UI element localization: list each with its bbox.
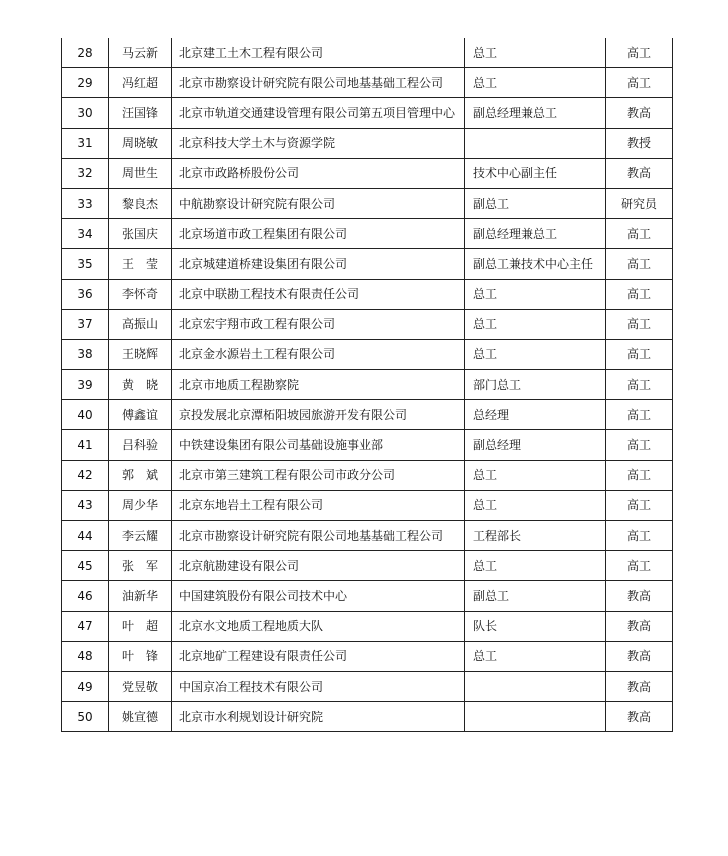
organization: 北京市勘察设计研究院有限公司地基基础工程公司 [172,68,465,98]
job-position [465,128,606,158]
person-name: 马云新 [109,38,172,68]
job-position: 部门总工 [465,370,606,400]
job-position [465,671,606,701]
row-number: 36 [62,279,109,309]
professional-title: 高工 [606,521,673,551]
table-row [62,188,673,218]
row-number: 35 [62,249,109,279]
row-number: 42 [62,460,109,490]
organization: 北京宏宇翔市政工程有限公司 [172,309,465,339]
professional-title: 教高 [606,158,673,188]
row-number: 37 [62,309,109,339]
organization: 北京地矿工程建设有限责任公司 [172,641,465,671]
row-number: 39 [62,370,109,400]
organization: 北京东地岩土工程有限公司 [172,490,465,520]
organization: 中铁建设集团有限公司基础设施事业部 [172,430,465,460]
organization: 北京建工土木工程有限公司 [172,38,465,68]
organization: 北京中联勘工程技术有限责任公司 [172,279,465,309]
professional-title: 教高 [606,581,673,611]
organization: 北京金水源岩土工程有限公司 [172,339,465,369]
row-number: 40 [62,400,109,430]
row-number: 46 [62,581,109,611]
professional-title: 教高 [606,702,673,732]
organization: 中航勘察设计研究院有限公司 [172,188,465,218]
professional-title: 高工 [606,249,673,279]
person-name: 叶 锋 [109,641,172,671]
organization: 北京场道市政工程集团有限公司 [172,219,465,249]
row-number: 33 [62,188,109,218]
organization: 北京市水利规划设计研究院 [172,702,465,732]
job-position: 副总经理兼总工 [465,219,606,249]
professional-title: 高工 [606,38,673,68]
organization: 北京市地质工程勘察院 [172,370,465,400]
row-number: 31 [62,128,109,158]
job-position: 工程部长 [465,521,606,551]
professional-title: 研究员 [606,188,673,218]
job-position [465,702,606,732]
table-row [62,370,673,400]
person-name: 周少华 [109,490,172,520]
table-row [62,581,673,611]
expert-table-body [62,38,673,732]
table-row [62,521,673,551]
table-row [62,68,673,98]
person-name: 李怀奇 [109,279,172,309]
person-name: 吕科验 [109,430,172,460]
job-position: 总工 [465,309,606,339]
expert-table-page [61,38,672,732]
row-number: 38 [62,339,109,369]
table-row [62,551,673,581]
table-row [62,219,673,249]
job-position: 总工 [465,339,606,369]
professional-title: 高工 [606,370,673,400]
professional-title: 高工 [606,279,673,309]
job-position: 副总工 [465,581,606,611]
row-number: 47 [62,611,109,641]
table-row [62,279,673,309]
organization: 京投发展北京潭柘阳坡园旅游开发有限公司 [172,400,465,430]
organization: 北京科技大学土木与资源学院 [172,128,465,158]
table-row [62,460,673,490]
row-number: 28 [62,38,109,68]
person-name: 郭 斌 [109,460,172,490]
professional-title: 高工 [606,551,673,581]
row-number: 41 [62,430,109,460]
organization: 北京市政路桥股份公司 [172,158,465,188]
table-row [62,400,673,430]
person-name: 黄 晓 [109,370,172,400]
person-name: 叶 超 [109,611,172,641]
row-number: 48 [62,641,109,671]
table-row [62,490,673,520]
person-name: 张国庆 [109,219,172,249]
table-row [62,158,673,188]
professional-title: 教高 [606,98,673,128]
organization: 北京城建道桥建设集团有限公司 [172,249,465,279]
professional-title: 高工 [606,460,673,490]
job-position: 队长 [465,611,606,641]
professional-title: 教高 [606,671,673,701]
person-name: 姚宣德 [109,702,172,732]
table-row [62,249,673,279]
table-row [62,128,673,158]
row-number: 44 [62,521,109,551]
professional-title: 高工 [606,400,673,430]
person-name: 油新华 [109,581,172,611]
person-name: 周世生 [109,158,172,188]
organization: 北京市勘察设计研究院有限公司地基基础工程公司 [172,521,465,551]
person-name: 王 莹 [109,249,172,279]
row-number: 30 [62,98,109,128]
table-row [62,430,673,460]
professional-title: 教高 [606,611,673,641]
organization: 北京航勘建设有限公司 [172,551,465,581]
person-name: 高振山 [109,309,172,339]
person-name: 王晓辉 [109,339,172,369]
professional-title: 高工 [606,339,673,369]
person-name: 汪国锋 [109,98,172,128]
person-name: 周晓敏 [109,128,172,158]
row-number: 29 [62,68,109,98]
row-number: 34 [62,219,109,249]
row-number: 43 [62,490,109,520]
professional-title: 高工 [606,490,673,520]
organization: 中国建筑股份有限公司技术中心 [172,581,465,611]
row-number: 45 [62,551,109,581]
row-number: 50 [62,702,109,732]
job-position: 总工 [465,490,606,520]
row-number: 49 [62,671,109,701]
professional-title: 高工 [606,430,673,460]
table-row [62,38,673,68]
table-row [62,641,673,671]
table-row [62,611,673,641]
professional-title: 高工 [606,68,673,98]
table-row [62,339,673,369]
job-position: 总工 [465,551,606,581]
person-name: 黎良杰 [109,188,172,218]
job-position: 总经理 [465,400,606,430]
job-position: 副总经理 [465,430,606,460]
table-row [62,98,673,128]
job-position: 副总工 [465,188,606,218]
job-position: 总工 [465,38,606,68]
table-row [62,702,673,732]
person-name: 党昱敬 [109,671,172,701]
organization: 北京市轨道交通建设管理有限公司第五项目管理中心 [172,98,465,128]
person-name: 张 军 [109,551,172,581]
organization: 北京市第三建筑工程有限公司市政分公司 [172,460,465,490]
table-row [62,671,673,701]
professional-title: 高工 [606,309,673,339]
job-position: 技术中心副主任 [465,158,606,188]
job-position: 总工 [465,641,606,671]
job-position: 总工 [465,460,606,490]
organization: 中国京冶工程技术有限公司 [172,671,465,701]
person-name: 李云耀 [109,521,172,551]
professional-title: 教授 [606,128,673,158]
job-position: 副总工兼技术中心主任 [465,249,606,279]
table-row [62,309,673,339]
person-name: 冯红超 [109,68,172,98]
expert-table [61,38,673,732]
job-position: 副总经理兼总工 [465,98,606,128]
person-name: 傅鑫谊 [109,400,172,430]
organization: 北京水文地质工程地质大队 [172,611,465,641]
job-position: 总工 [465,68,606,98]
job-position: 总工 [465,279,606,309]
professional-title: 高工 [606,219,673,249]
professional-title: 教高 [606,641,673,671]
row-number: 32 [62,158,109,188]
